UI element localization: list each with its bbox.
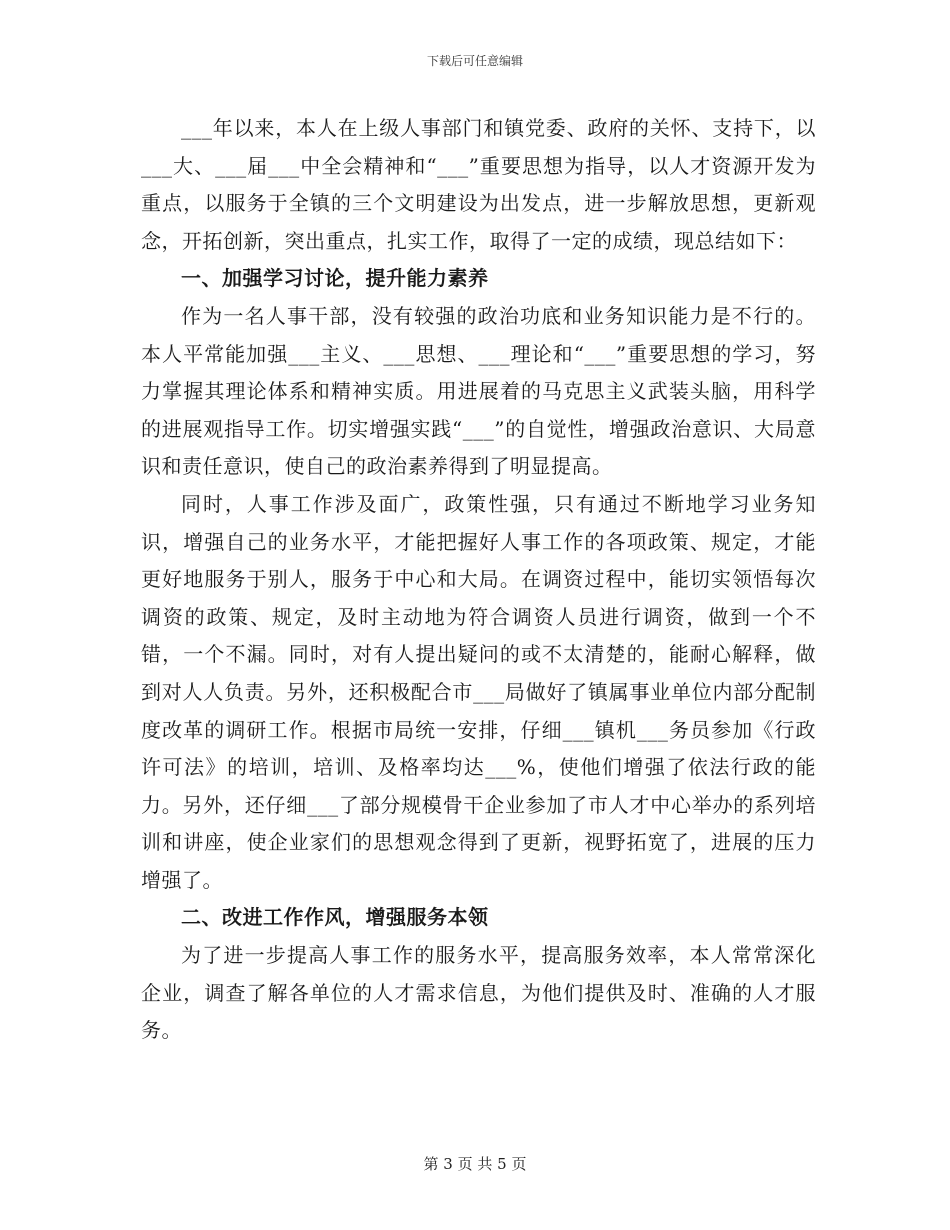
page-number: 第 3 页 共 5 页 (423, 1155, 527, 1173)
section-heading-1: 一、加强学习讨论，提升能力素养 (181, 266, 489, 291)
document-body (141, 110, 816, 1050)
intro-paragraph: ___年以来，本人在上级人事部门和镇党委、政府的关怀、支持下，以___大、___届___中全会精神和“___”重要思想为指导，以人才资源开发为重点，以服务于全镇的三个文明建设为出发点，进一步解放思想，更新观念，开拓创新，突出重点，扎实工作，取得了一定的成绩，现总结如下： (141, 116, 816, 253)
body-paragraph: 同时，人事工作涉及面广，政策性强，只有通过不断地学习业务知识，增强自己的业务水平，才能把握好人事工作的各项政策、规定，才能更好地服务于别人，服务于中心和大局。在调资过程中，能切实领悟每次调资的政策、规定，及时主动地为符合调资人员进行调资，做到一个不错，一个不漏。同时，对有人提出疑问的或不太清楚的，能耐心解释，做到对人人负责。另外，还积极配合市___局做好了镇属事业单位内部分配制度改革的调研工作。根据市局统一安排，仔细___镇机___务员参加《行政许可法》的培训，培训、及格率均达___%，使他们增强了依法行政的能力。另外，还仔细___了部分规模骨干企业参加了市人才中心举办的系列培训和讲座，使企业家们的思想观念得到了更新，视野拓宽了，进展的压力增强了。 (141, 491, 816, 892)
body-paragraph: 为了进一步提高人事工作的服务水平，提高服务效率，本人常常深化企业，调查了解各单位的人才需求信息，为他们提供及时、准确的人才服务。 (141, 943, 816, 1043)
page-header: 下载后可任意编辑 (426, 54, 523, 68)
section-heading-2: 二、改进工作作风，增强服务本领 (181, 905, 489, 930)
body-paragraph: 作为一名人事干部，没有较强的政治功底和业务知识能力是不行的。本人平常能加强___主义、___思想、___理论和“___”重要思想的学习，努力掌握其理论体系和精神实质。用进展着的马克思主义武装头脑，用科学的进展观指导工作。切实增强实践“___”的自觉性，增强政治意识、大局意识和责任意识，使自己的政治素养得到了明显提高。 (141, 303, 816, 479)
